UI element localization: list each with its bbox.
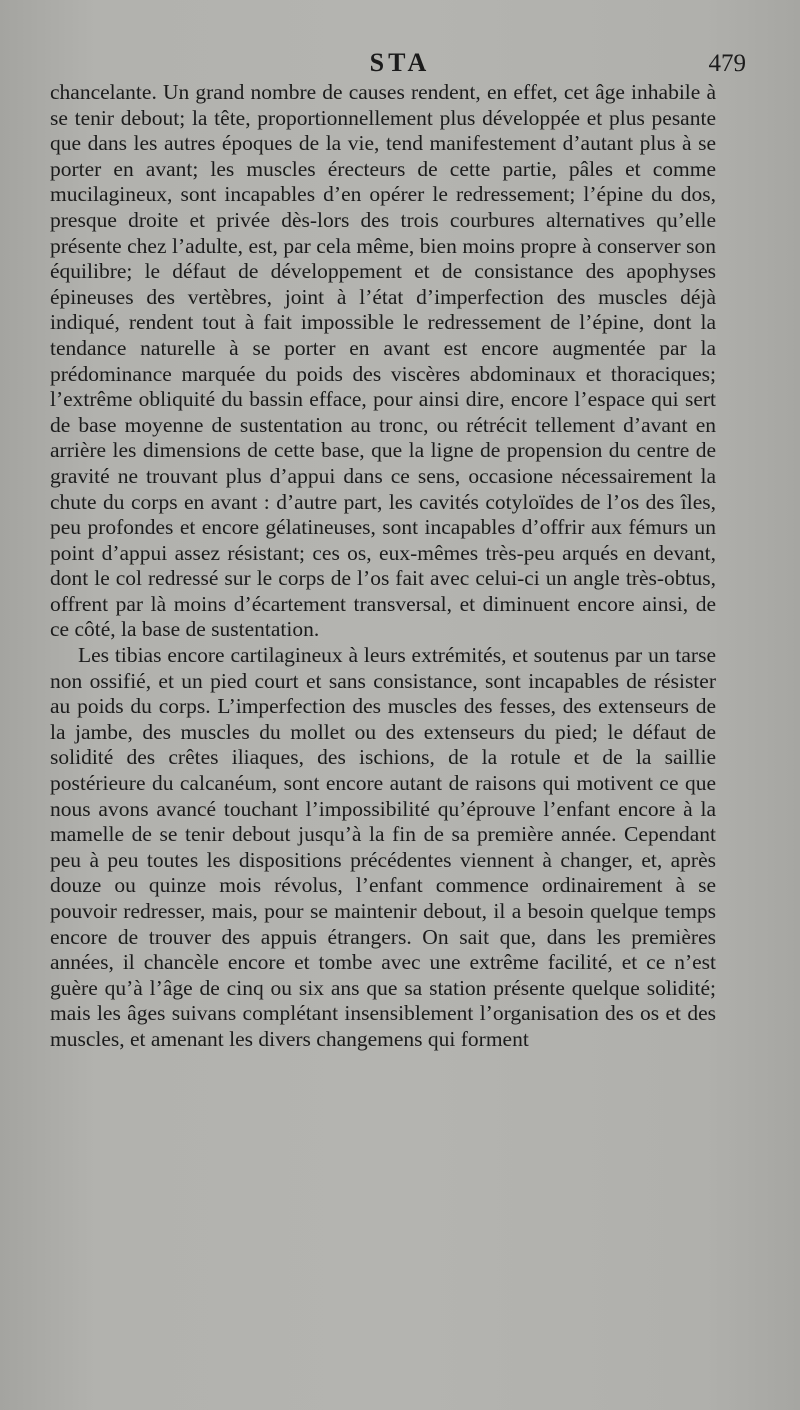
body-text	[50, 80, 716, 1053]
paragraph-2: Les tibias encore cartilagineux à leurs extrémités, et soutenus par un tarse non ossifié, et un pied court et sans consistance, sont incapables de résister au poids du corps. L’imperfection des muscles des fesses, des extenseurs de la jambe, des muscles du mollet ou des extenseurs du pied; le défaut de solidité des crêtes iliaques, des ischions, de la rotule et de la saillie postérieure du calcanéum, sont encore autant de raisons qui motivent ce que nous avons avancé touchant l’impossibilité qu’éprouve l’enfant encore à la mamelle de se tenir debout jusqu’à la fin de sa première année. Cependant peu à peu toutes les dispositions précédentes viennent à changer, et, après douze ou quinze mois révolus, l’enfant commence ordinairement à se pouvoir redresser, mais, pour se maintenir debout, il a besoin quelque temps encore de trouver des appuis étrangers. On sait que, dans les premières années, il chancèle encore et tombe avec une extrême facilité, et ce n’est guère qu’à l’âge de cinq ou six ans que sa station présente quelque solidité; mais les âges suivans complétant insensiblement l’organisation des os et des muscles, et amenant les divers changemens qui forment	[50, 643, 716, 1051]
running-title: STA	[369, 48, 431, 77]
paragraph-1: chancelante. Un grand nombre de causes rendent, en effet, cet âge inhabile à se tenir debout; la tête, proportionnellement plus développée et plus pesante que dans les autres époques de la vie, tend manifestement d’autant plus à se porter en avant; les muscles érecteurs de cette partie, pâles et comme mucilagineux, sont incapables d’en opérer le redressement; l’épine du dos, presque droite et privée dès-lors des trois courbures alternatives qu’elle présente chez l’adulte, est, par cela même, bien moins propre à conserver son équilibre; le défaut de développement et de consistance des apophyses épineuses des vertèbres, joint à l’état d’imperfection des muscles déjà indiqué, rendent tout à fait impossible le redressement de l’épine, dont la tendance naturelle à se porter en avant est encore augmentée par la prédominance marquée du poids des viscères abdominaux et thoraciques; l’extrême obliquité du bassin efface, pour ainsi dire, encore l’espace qui sert de base moyenne de sustentation au tronc, ou rétrécit tellement d’avant en arrière les dimensions de cette base, que la ligne de propension du centre de gravité ne trouvant plus d’appui dans ce sens, occasione nécessairement la chute du corps en avant : d’autre part, les cavités cotyloïdes de l’os des îles, peu profondes et encore gélatineuses, sont incapables d’offrir aux fémurs un point d’appui assez résistant; ces os, eux-mêmes très-peu arqués en devant, dont le col redressé sur le corps de l’os fait avec celui-ci un angle très-obtus, offrent par là moins d’écartement transversal, et diminuent encore ainsi, de ce côté, la base de sustentation.	[50, 80, 716, 642]
page-number: 479	[708, 50, 746, 77]
